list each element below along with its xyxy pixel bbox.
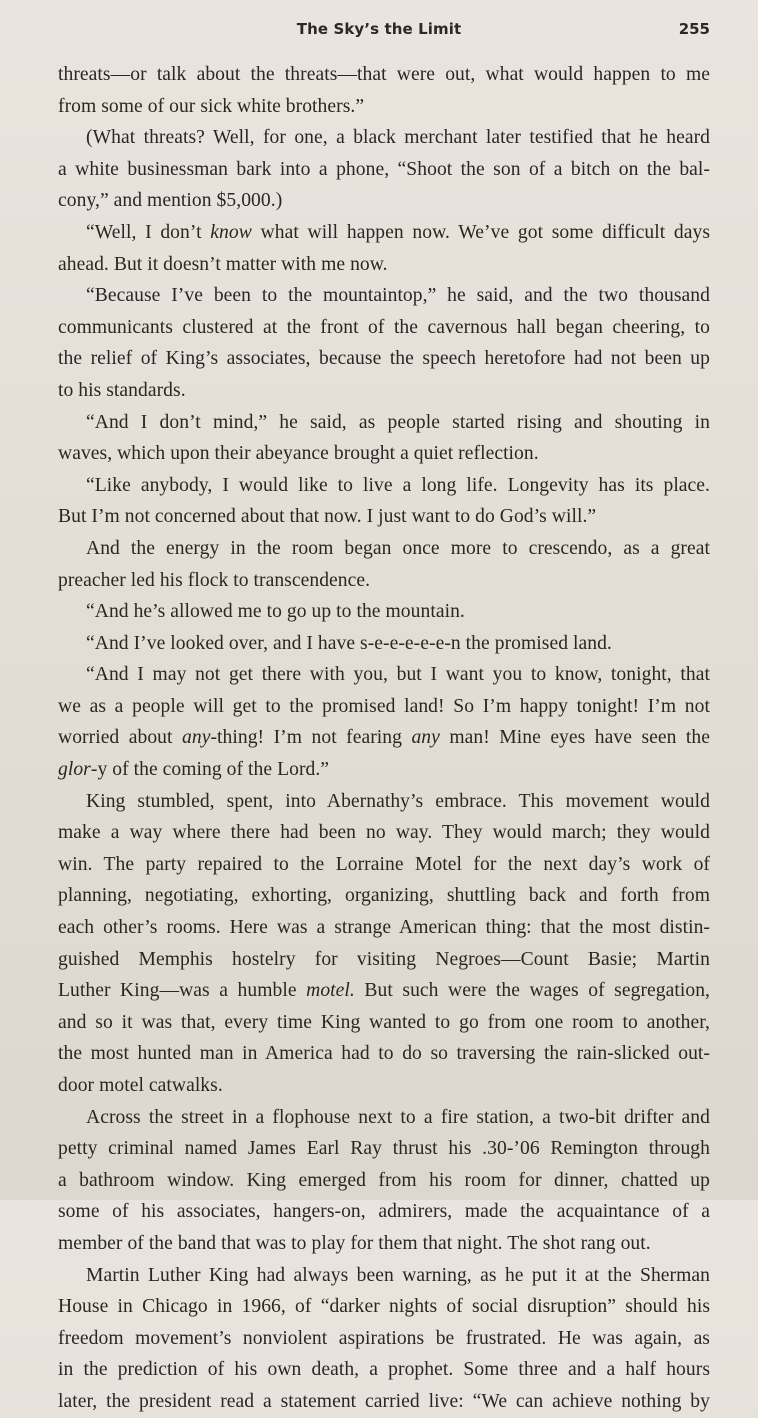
text-run: we as a people will get to the promised land! So I’m happy tonight! I’m not: [58, 695, 710, 717]
italic-text: glor: [58, 759, 91, 781]
text-run: waves, which upon their abeyance brought a quiet reflection.: [58, 443, 539, 465]
text-line: [58, 880, 710, 912]
text-run: member of the band that was to play for them that night. The shot rang out.: [58, 1232, 651, 1254]
text-line: [58, 1070, 710, 1102]
text-line: [58, 1165, 710, 1197]
text-line: [58, 470, 710, 502]
text-line: [58, 59, 710, 91]
text-run: planning, negotiating, exhorting, organizing, shuttling back and forth from: [58, 885, 710, 907]
text-run: worried about: [58, 727, 182, 749]
text-line: [58, 501, 710, 533]
text-run: “And he’s allowed me to go up to the mountain.: [86, 601, 465, 623]
text-line: [58, 249, 710, 281]
text-line: [58, 786, 710, 818]
text-line: [58, 975, 710, 1007]
text-run: threats—or talk about the threats—that were out, what would happen to me: [58, 64, 710, 85]
text-run: what will happen now. We’ve got some difficult days: [251, 221, 710, 243]
text-line: [58, 280, 710, 312]
text-run: Luther King—was a humble: [58, 980, 307, 1002]
text-line: [58, 628, 710, 660]
text-run: And the energy in the room began once more to crescendo, as a great: [86, 537, 710, 559]
text-line: [58, 1260, 710, 1292]
chapter-title: The Sky’s the Limit: [296, 20, 462, 38]
text-run: door motel catwalks.: [58, 1075, 223, 1096]
text-line: [58, 217, 710, 249]
text-run: the most hunted man in America had to do so traversing the rain-slicked out-: [58, 1043, 710, 1065]
text-line: [58, 912, 710, 944]
text-line: [58, 1354, 710, 1386]
text-run: Martin Luther King had always been warning, as he put it at the Sherman: [86, 1264, 710, 1286]
text-line: [58, 1102, 710, 1134]
text-line: [58, 849, 710, 881]
text-run: make a way where there had been no way. They would march; they would: [58, 822, 710, 844]
text-run: Across the street in a flophouse next to a fire station, a two-bit drifter and: [86, 1106, 710, 1128]
text-line: [58, 407, 710, 439]
text-run: and so it was that, every time King wanted to go from one room to another,: [58, 1011, 710, 1033]
text-run: -thing! I’m not fearing: [210, 727, 412, 749]
italic-text: any: [411, 727, 440, 749]
text-line: [58, 944, 710, 976]
text-run: in the prediction of his own death, a prophet. Some three and a half hours: [58, 1359, 710, 1381]
text-line: [58, 596, 710, 628]
text-line: [58, 722, 710, 754]
text-run: to his standards.: [58, 379, 186, 401]
text-run: petty criminal named James Earl Ray thrust his .30-’06 Remington through: [58, 1138, 710, 1160]
text-run: a white businessman bark into a phone, “Shoot the son of a bitch on the bal-: [58, 158, 710, 180]
text-run: win. The party repaired to the Lorraine Motel for the next day’s work of: [58, 853, 710, 875]
text-run: some of his associates, hangers-on, admirers, made the acquaintance of a: [58, 1201, 710, 1223]
text-line: [58, 691, 710, 723]
text-line: [58, 122, 710, 154]
running-head: [0, 18, 758, 46]
text-run: freedom movement’s nonviolent aspirations be frustrated. He was again, as: [58, 1327, 710, 1349]
text-line: [58, 1386, 710, 1418]
text-run: “And I don’t mind,” he said, as people started rising and shouting in: [86, 411, 710, 433]
text-run: later, the president read a statement carried live: “We can achieve nothing by: [58, 1390, 710, 1412]
text-line: [58, 438, 710, 470]
text-line: [58, 659, 710, 691]
text-run: But such were the wages of segregation,: [354, 980, 710, 1002]
text-line: [58, 375, 710, 407]
text-run: guished Memphis hostelry for visiting Negroes—Count Basie; Martin: [58, 948, 710, 970]
text-line: [58, 754, 710, 786]
text-line: [58, 1038, 710, 1070]
text-run: “And I may not get there with you, but I want you to know, tonight, that: [86, 664, 710, 686]
text-run: House in Chicago in 1966, of “darker nights of social disruption” should his: [58, 1296, 710, 1318]
text-line: [58, 1228, 710, 1260]
text-line: [58, 1323, 710, 1355]
text-run: “And I’ve looked over, and I have s-e-e-e-e-e-n the promised land.: [86, 632, 612, 654]
text-run: But I’m not concerned about that now. I just want to do God’s will.”: [58, 506, 597, 528]
italic-text: know: [210, 221, 252, 243]
body-text: [58, 59, 710, 1418]
text-run: man! Mine eyes have seen the: [439, 727, 711, 749]
text-run: communicants clustered at the front of the cavernous hall began cheering, to: [58, 316, 710, 338]
italic-text: any: [182, 727, 211, 749]
text-line: [58, 533, 710, 565]
text-line: [58, 91, 710, 123]
text-run: “Like anybody, I would like to live a long life. Longevity has its place.: [86, 474, 710, 496]
text-line: [58, 1133, 710, 1165]
italic-text: motel.: [306, 980, 355, 1002]
text-run: a bathroom window. King emerged from his room for dinner, chatted up: [58, 1169, 710, 1191]
text-run: preacher led his flock to transcendence.: [58, 569, 371, 591]
text-run: -y of the coming of the Lord.”: [90, 759, 330, 781]
text-line: [58, 1196, 710, 1228]
text-line: [58, 154, 710, 186]
text-run: cony,” and mention $5,000.): [58, 190, 283, 212]
text-line: [58, 817, 710, 849]
page-number: 255: [678, 20, 710, 38]
text-line: [58, 565, 710, 597]
text-run: (What threats? Well, for one, a black merchant later testified that he heard: [86, 127, 710, 149]
text-line: [58, 1007, 710, 1039]
text-run: “Because I’ve been to the mountaintop,” he said, and the two thousand: [86, 285, 710, 307]
text-run: each other’s rooms. Here was a strange American thing: that the most distin-: [58, 917, 710, 939]
text-run: “Well, I don’t: [86, 221, 211, 243]
text-line: [58, 1291, 710, 1323]
text-run: King stumbled, spent, into Abernathy’s embrace. This movement would: [86, 790, 710, 812]
text-line: [58, 185, 710, 217]
text-run: ahead. But it doesn’t matter with me now.: [58, 253, 388, 275]
text-line: [58, 343, 710, 375]
text-run: from some of our sick white brothers.”: [58, 95, 365, 117]
text-run: the relief of King’s associates, because the speech heretofore had not been up: [58, 348, 710, 370]
text-line: [58, 312, 710, 344]
